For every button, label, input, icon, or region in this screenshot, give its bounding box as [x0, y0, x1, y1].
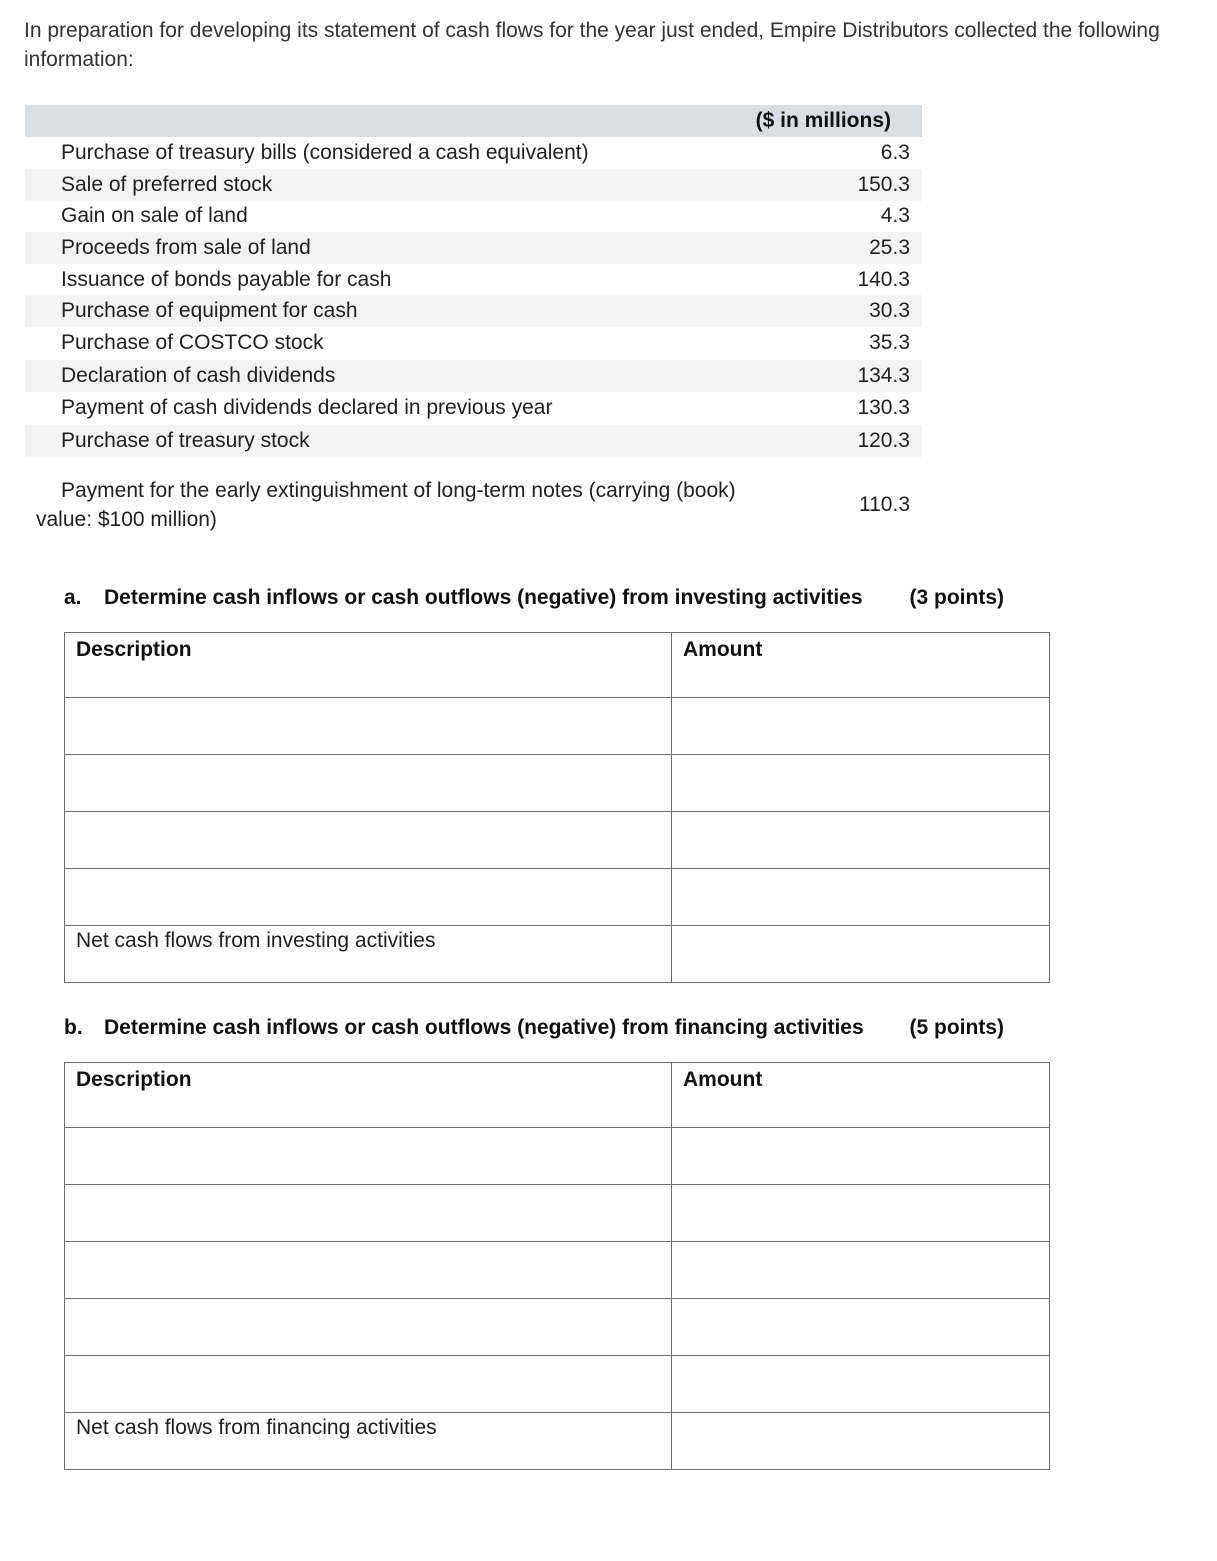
question-b — [64, 1016, 1004, 1046]
description-input[interactable] — [65, 869, 671, 925]
data-row-label: Purchase of COSTCO stock — [61, 331, 324, 354]
data-row — [25, 425, 922, 457]
table-header-row — [65, 633, 1050, 698]
table-row — [65, 1299, 1050, 1356]
question-text: Determine cash inflows or cash outflows (negative) from investing activities — [104, 586, 863, 609]
data-row — [25, 295, 922, 327]
question-a — [64, 586, 1004, 616]
total-amount-input[interactable] — [672, 1413, 1049, 1469]
question-points: (5 points) — [909, 1016, 1004, 1039]
amount-header: Amount — [683, 638, 763, 661]
amount-input[interactable] — [672, 1128, 1049, 1184]
description-input[interactable] — [65, 698, 671, 754]
data-row-label: Issuance of bonds payable for cash — [61, 268, 392, 291]
table-row — [65, 755, 1050, 812]
data-row-label: Gain on sale of land — [61, 204, 248, 227]
data-row — [25, 200, 922, 232]
data-row — [25, 327, 922, 359]
total-label: Net cash flows from investing activities — [76, 929, 436, 952]
financing-answer-table — [64, 1062, 1050, 1470]
unit-header: ($ in millions) — [755, 109, 891, 132]
data-row-value: 6.3 — [880, 141, 910, 164]
data-row-value: 130.3 — [857, 396, 910, 419]
description-input[interactable] — [65, 1128, 671, 1184]
total-row — [65, 926, 1050, 983]
table-row — [65, 1356, 1050, 1413]
data-row — [25, 137, 922, 169]
table-row — [65, 698, 1050, 755]
total-row — [65, 1413, 1050, 1470]
table-row — [65, 1128, 1050, 1185]
data-row-value: 134.3 — [857, 364, 910, 387]
description-header: Description — [76, 638, 192, 661]
description-input[interactable] — [65, 812, 671, 868]
data-row — [25, 232, 922, 264]
data-row-label: Payment of cash dividends declared in previous year — [61, 396, 553, 419]
data-row-value: 120.3 — [857, 429, 910, 452]
data-table-header — [25, 105, 922, 137]
data-row-label: Purchase of treasury stock — [61, 429, 310, 452]
table-row — [65, 812, 1050, 869]
investing-answer-table — [64, 632, 1050, 983]
amount-input[interactable] — [672, 1356, 1049, 1412]
data-row — [25, 264, 922, 296]
description-input[interactable] — [65, 755, 671, 811]
total-label: Net cash flows from financing activities — [76, 1416, 437, 1439]
question-points: (3 points) — [909, 586, 1004, 609]
data-row-label: Proceeds from sale of land — [61, 236, 311, 259]
amount-input[interactable] — [672, 1185, 1049, 1241]
description-input[interactable] — [65, 1299, 671, 1355]
table-header-row — [65, 1063, 1050, 1128]
amount-header: Amount — [683, 1068, 763, 1091]
amount-input[interactable] — [672, 869, 1049, 925]
intro-paragraph: In preparation for developing its statement of cash flows for the year just ended, Empire Distributors collected the following information: — [24, 19, 1160, 71]
data-row-value: 30.3 — [869, 299, 910, 322]
data-row — [25, 169, 922, 201]
description-input[interactable] — [65, 1356, 671, 1412]
amount-input[interactable] — [672, 698, 1049, 754]
amount-input[interactable] — [672, 1299, 1049, 1355]
description-input[interactable] — [65, 1242, 671, 1298]
data-row-value: 35.3 — [869, 331, 910, 354]
amount-input[interactable] — [672, 1242, 1049, 1298]
data-row — [25, 392, 922, 424]
data-row-label: Declaration of cash dividends — [61, 364, 336, 387]
data-row — [25, 360, 922, 392]
data-row-value: 140.3 — [857, 268, 910, 291]
amount-input[interactable] — [672, 812, 1049, 868]
description-header: Description — [76, 1068, 192, 1091]
data-row-label: Sale of preferred stock — [61, 173, 273, 196]
table-row — [65, 869, 1050, 926]
table-row — [65, 1185, 1050, 1242]
data-row-label: Purchase of treasury bills (considered a cash equivalent) — [61, 141, 589, 164]
question-text: Determine cash inflows or cash outflows (negative) from financing activities — [104, 1016, 864, 1039]
table-row — [65, 1242, 1050, 1299]
total-amount-input[interactable] — [672, 926, 1049, 982]
data-row-value: 150.3 — [857, 173, 910, 196]
question-letter: b. — [64, 1016, 83, 1039]
data-row-value: 110.3 — [859, 493, 910, 516]
data-row-value: 25.3 — [869, 236, 910, 259]
description-input[interactable] — [65, 1185, 671, 1241]
question-letter: a. — [64, 586, 82, 609]
data-row-value: 4.3 — [880, 204, 910, 227]
amount-input[interactable] — [672, 755, 1049, 811]
data-row-label: Payment for the early extinguishment of long-term notes (carrying (book) value: $100 million) — [36, 479, 736, 531]
data-row-label: Purchase of equipment for cash — [61, 299, 358, 322]
data-row-long — [25, 476, 922, 540]
